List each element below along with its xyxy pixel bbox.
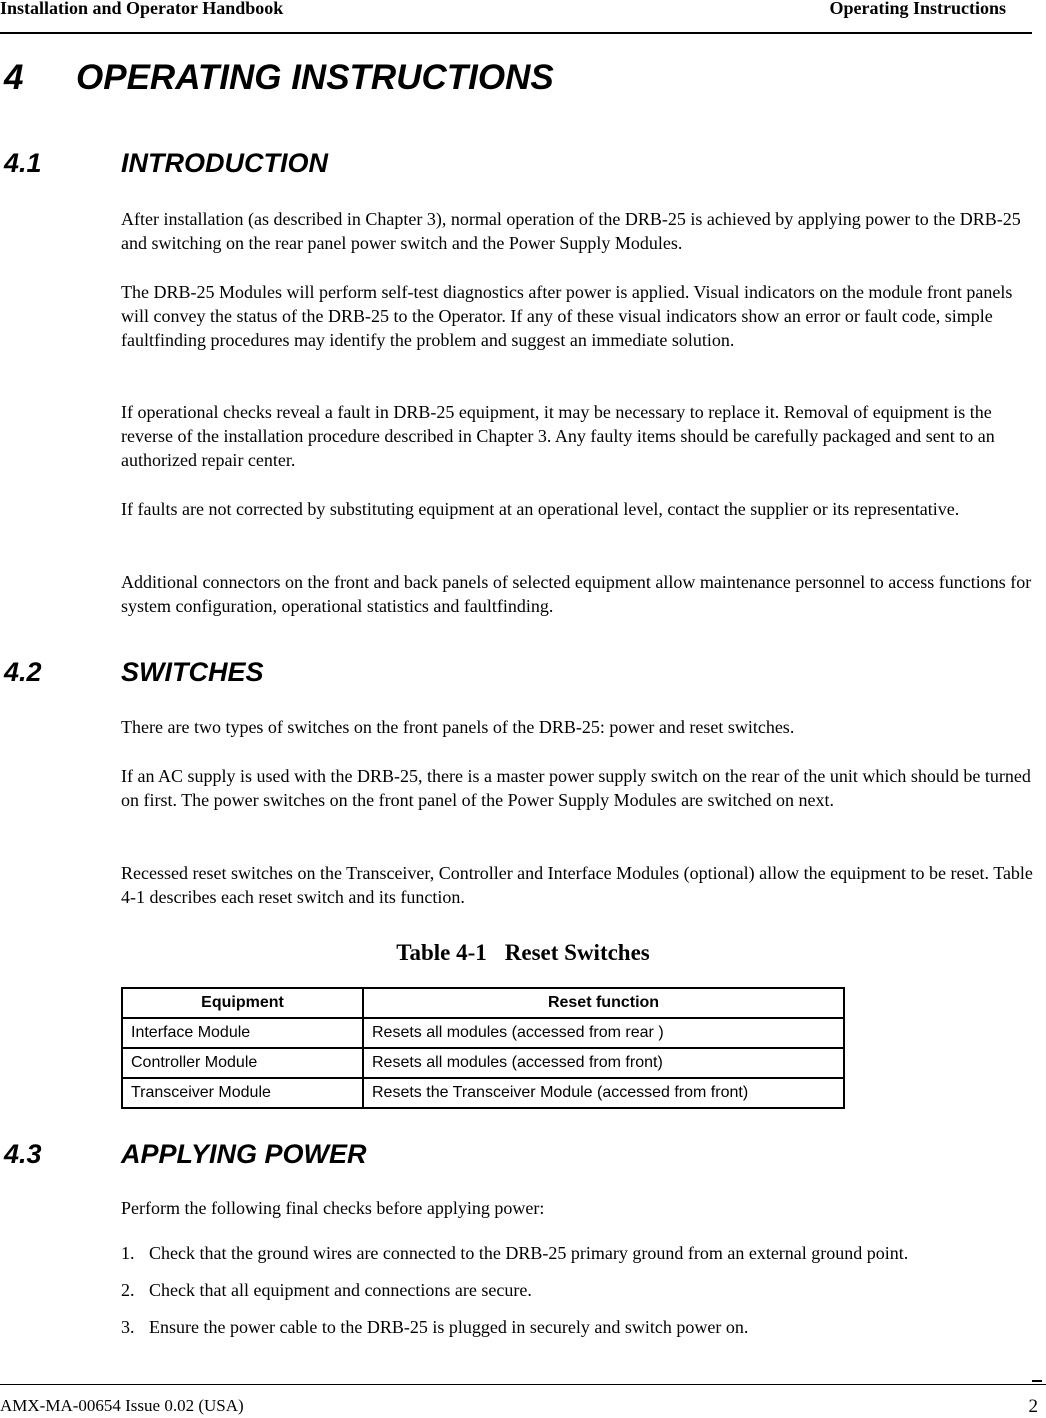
section-number: 4.2 bbox=[4, 657, 42, 687]
list-marker: 1. bbox=[121, 1243, 135, 1263]
list-item bbox=[121, 1315, 748, 1339]
section-title: INTRODUCTION bbox=[121, 148, 328, 178]
header-document-title: Installation and Operator Handbook bbox=[0, 0, 284, 18]
table-row bbox=[122, 1048, 844, 1078]
table-row bbox=[122, 1018, 844, 1048]
table-cell-equipment: Interface Module bbox=[122, 1018, 363, 1048]
paragraph: Recessed reset switches on the Transceiver, Controller and Interface Modules (optional) allow the equipment to be reset. Table 4-1 describes each reset switch and its function. bbox=[121, 863, 1033, 907]
chapter-number: 4 bbox=[4, 58, 24, 97]
table-header-row bbox=[122, 988, 844, 1018]
column-header-equipment: Equipment bbox=[122, 988, 363, 1018]
chapter-title-text: OPERATING INSTRUCTIONS bbox=[76, 58, 554, 97]
chapter-title bbox=[4, 58, 554, 98]
paragraph: If an AC supply is used with the DRB-25, there is a master power supply switch on the rear of the unit which should be turned on first. The power switches on the front panel of the Power Supply Modules are switched on next. bbox=[121, 766, 1031, 810]
list-marker: 3. bbox=[121, 1317, 135, 1337]
paragraph: If operational checks reveal a fault in DRB-25 equipment, it may be necessary to replace it. Removal of equipment is the reverse of the installation procedure described in Chapter 3. Any faulty items should be carefully packaged and sent to an authorized repair center. bbox=[121, 402, 995, 470]
reset-switches-table bbox=[121, 987, 845, 1109]
paragraph: Additional connectors on the front and back panels of selected equipment allow maintenance personnel to access functions for system configuration, operational statistics and faultfinding. bbox=[121, 572, 1032, 616]
table-row bbox=[122, 1078, 844, 1108]
section-title: APPLYING POWER bbox=[121, 1139, 367, 1169]
table-cell-reset-function: Resets the Transceiver Module (accessed from front) bbox=[363, 1078, 844, 1108]
list-marker: 2. bbox=[121, 1280, 135, 1300]
list-item bbox=[121, 1278, 532, 1302]
table-cell-reset-function: Resets all modules (accessed from rear ) bbox=[363, 1018, 844, 1048]
table-cell-reset-function: Resets all modules (accessed from front) bbox=[363, 1048, 844, 1078]
section-number: 4.1 bbox=[4, 148, 42, 178]
table-cell-equipment: Controller Module bbox=[122, 1048, 363, 1078]
list-item bbox=[121, 1241, 908, 1265]
column-header-reset-function: Reset function bbox=[363, 988, 844, 1018]
footer-page-number: 2 bbox=[1028, 1396, 1038, 1417]
section-heading-introduction bbox=[4, 148, 328, 179]
list-item-text: Ensure the power cable to the DRB-25 is plugged in securely and switch power on. bbox=[149, 1317, 749, 1337]
paragraph: After installation (as described in Chapter 3), normal operation of the DRB-25 is achieved by applying power to the DRB-25 and switching on the rear panel power switch and the Power Supply Modules. bbox=[121, 209, 1021, 253]
section-title: SWITCHES bbox=[121, 657, 264, 687]
table-caption-number: Table 4-1 bbox=[396, 940, 487, 965]
running-header bbox=[0, 0, 1032, 34]
table-caption-title: Reset Switches bbox=[504, 940, 650, 965]
header-chapter-name: Operating Instructions bbox=[829, 0, 1006, 18]
paragraph: There are two types of switches on the front panels of the DRB-25: power and reset switches. bbox=[121, 717, 795, 737]
section-heading-applying-power bbox=[4, 1139, 367, 1170]
list-item-text: Check that all equipment and connections are secure. bbox=[149, 1280, 532, 1300]
footer-tick-mark bbox=[1032, 1380, 1042, 1382]
footer-divider bbox=[0, 1384, 1046, 1385]
paragraph: If faults are not corrected by substituting equipment at an operational level, contact the supplier or its representative. bbox=[121, 499, 960, 519]
table-cell-equipment: Transceiver Module bbox=[122, 1078, 363, 1108]
footer-document-id: AMX-MA-00654 Issue 0.02 (USA) bbox=[0, 1396, 244, 1415]
section-number: 4.3 bbox=[4, 1139, 42, 1169]
list-item-text: Check that the ground wires are connected to the DRB-25 primary ground from an external ground point. bbox=[149, 1243, 909, 1263]
paragraph: Perform the following final checks before applying power: bbox=[121, 1198, 545, 1218]
table-caption bbox=[0, 940, 1046, 966]
paragraph: The DRB-25 Modules will perform self-test diagnostics after power is applied. Visual indicators on the module front panels will convey the status of the DRB-25 to the Operator. If any of these visual indicators show an error or fault code, simple faultfinding procedures may identify the problem and suggest an immediate solution. bbox=[121, 282, 1013, 350]
section-heading-switches bbox=[4, 657, 264, 688]
